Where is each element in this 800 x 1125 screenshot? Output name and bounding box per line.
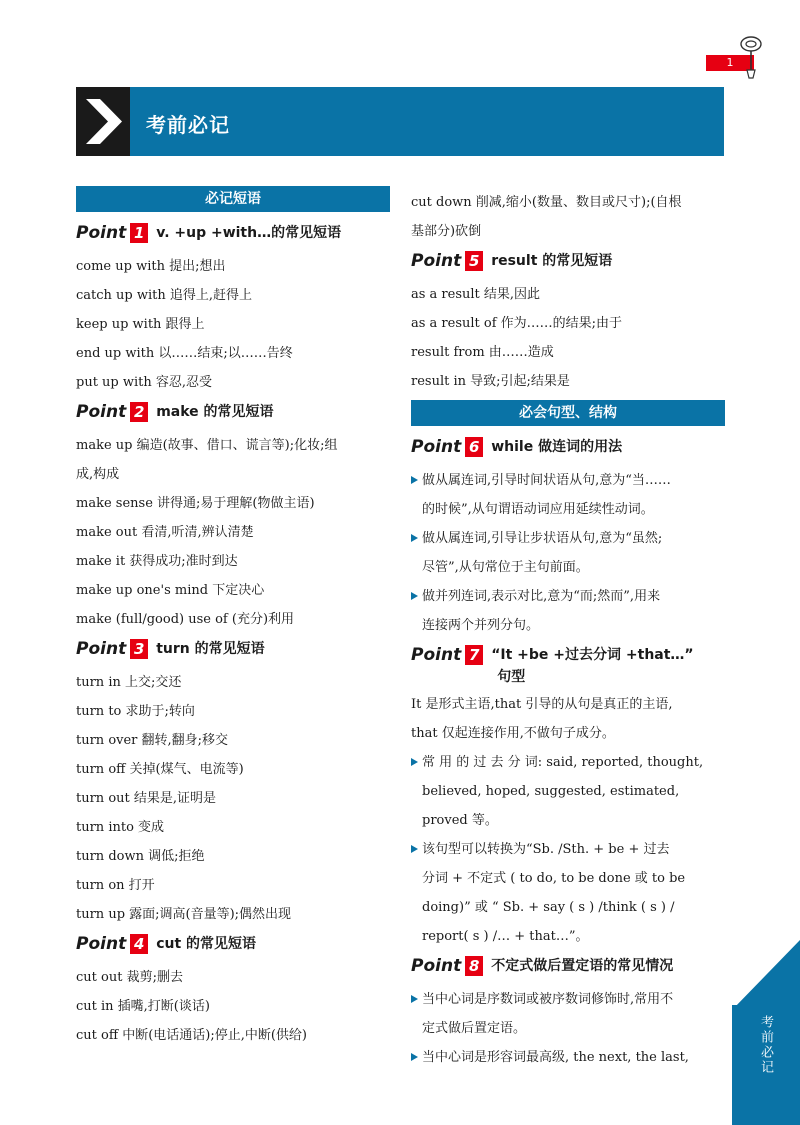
phrase-line: turn off 关掉(煤气、电流等) <box>76 762 244 777</box>
bullet-line: 定式做后置定语。 <box>422 1021 527 1036</box>
phrase-line: turn in 上交;交还 <box>76 675 182 690</box>
bullet-line: doing)” 或 “ Sb. + say ( s ) /think ( s ) / <box>422 900 675 915</box>
phrase-line: turn down 调低;拒绝 <box>76 849 205 864</box>
phrase-line: cut off 中断(电话通话);停止,中断(供给) <box>76 1028 308 1043</box>
bullet-line: 做并列连词,表示对比,意为“而;然而”,用来 <box>422 589 661 604</box>
point-number: 1 <box>130 223 148 243</box>
phrase-line: make up 编造(故事、借口、谎言等);化妆;组 <box>76 438 338 453</box>
phrase-line: make out 看清,听清,辨认清楚 <box>76 525 254 540</box>
point-label: Point <box>411 956 462 976</box>
phrase-line: turn out 结果是,证明是 <box>76 791 217 806</box>
phrase-line: turn on 打开 <box>76 878 155 893</box>
point-number: 2 <box>130 402 148 422</box>
point-number: 5 <box>465 251 483 271</box>
bullet-line: 做从属连词,引导让步状语从句,意为“虽然; <box>422 531 663 546</box>
point-title: cut 的常见短语 <box>156 936 257 952</box>
point-label: Point <box>411 437 462 457</box>
phrase-line: make sense 讲得通;易于理解(物做主语) <box>76 496 315 511</box>
point-1-heading <box>76 222 390 244</box>
point-6-heading <box>411 436 725 458</box>
point-number: 8 <box>465 956 483 976</box>
chapter-banner <box>76 87 724 156</box>
point-title-line: 句型 <box>497 669 526 685</box>
point-8-heading <box>411 955 725 977</box>
phrase-line: cut in 插嘴,打断(谈话) <box>76 999 210 1014</box>
phrase-line: turn into 变成 <box>76 820 165 835</box>
bullet-line: 当中心词是形容词最高级, the next, the last, <box>422 1050 689 1065</box>
point-2-heading <box>76 401 390 423</box>
phrase-line: end up with 以……结束;以……告终 <box>76 346 293 361</box>
point-number: 6 <box>465 437 483 457</box>
bullet-line: 当中心词是序数词或被序数词修饰时,常用不 <box>422 992 674 1007</box>
chevron-icon <box>76 87 130 156</box>
point-title: result 的常见短语 <box>491 253 613 269</box>
bullet-item <box>411 466 725 524</box>
bullet-line: report( s ) /… + that…”。 <box>422 929 589 944</box>
point-3-heading <box>76 638 390 660</box>
point-title: make 的常见短语 <box>156 404 274 420</box>
phrase-line: result in 导致;引起;结果是 <box>411 374 570 389</box>
point-7-heading <box>411 644 725 688</box>
point-label: Point <box>76 402 127 422</box>
point-5-heading <box>411 250 725 272</box>
bullet-item <box>411 748 725 835</box>
phrase-line: make up one's mind 下定决心 <box>76 583 265 598</box>
point-number: 3 <box>130 639 148 659</box>
phrase-line: put up with 容忍,忍受 <box>76 375 213 390</box>
bullet-line: 尽管”,从句常位于主句前面。 <box>422 560 589 575</box>
phrase-line: turn to 求助于;转向 <box>76 704 195 719</box>
paragraph-line: It 是形式主语,that 引导的从句是真正的主语, <box>411 697 673 712</box>
side-tab-label: 考前必记 <box>758 1015 773 1075</box>
phrase-line: catch up with 追得上,赶得上 <box>76 288 253 303</box>
bullet-item <box>411 1043 725 1072</box>
chapter-title: 考前必记 <box>146 113 230 137</box>
point-4-heading <box>76 933 390 955</box>
phrase-line: make (full/good) use of (充分)利用 <box>76 612 295 627</box>
bullet-line: 常 用 的 过 去 分 词: said, reported, thought, <box>422 755 704 770</box>
pushpin-icon <box>738 32 764 82</box>
point-title-line: “It +be +过去分词 +that…” <box>491 647 694 663</box>
left-column <box>76 186 390 1050</box>
phrase-line: come up with 提出;想出 <box>76 259 226 274</box>
point-label: Point <box>76 639 127 659</box>
point-label: Point <box>411 251 462 271</box>
bullet-line: believed, hoped, suggested, estimated, proved 等。 <box>422 784 680 828</box>
bullet-item <box>411 835 725 951</box>
point-number: 4 <box>130 934 148 954</box>
bullet-line: 连接两个并列分句。 <box>422 618 540 633</box>
point-title: v. +up +with…的常见短语 <box>156 225 342 241</box>
point-label: Point <box>411 645 462 665</box>
phrase-line: cut out 裁剪;删去 <box>76 970 183 985</box>
point-number: 7 <box>465 645 483 665</box>
point-title: while 做连词的用法 <box>491 439 623 455</box>
right-column <box>411 188 725 1072</box>
phrase-line: result from 由……造成 <box>411 345 554 360</box>
point-label: Point <box>76 223 127 243</box>
phrase-line: as a result of 作为……的结果;由于 <box>411 316 623 331</box>
bullet-line: 做从属连词,引导时间状语从句,意为“当…… <box>422 473 671 488</box>
section-header-sentences: 必会句型、结构 <box>411 400 725 426</box>
bullet-item <box>411 582 725 640</box>
phrase-line: turn up 露面;调高(音量等);偶然出现 <box>76 907 292 922</box>
phrase-line: turn over 翻转,翻身;移交 <box>76 733 229 748</box>
point-title: turn 的常见短语 <box>156 641 265 657</box>
section-header-phrases: 必记短语 <box>76 186 390 212</box>
page-number: 1 <box>706 55 754 71</box>
bullet-line: 该句型可以转换为“Sb. /Sth. + be + 过去 <box>422 842 670 857</box>
bullet-item <box>411 524 725 582</box>
bullet-line: 的时候”,从句谓语动词应用延续性动词。 <box>422 502 654 517</box>
paragraph-line: that 仅起连接作用,不做句子成分。 <box>411 726 615 741</box>
bullet-item <box>411 985 725 1043</box>
phrase-line: as a result 结果,因此 <box>411 287 541 302</box>
phrase-line: keep up with 跟得上 <box>76 317 205 332</box>
phrase-line: 成,构成 <box>76 467 120 482</box>
phrase-line: cut down 削减,缩小(数量、数目或尺寸);(自根 <box>411 195 682 210</box>
phrase-line: make it 获得成功;准时到达 <box>76 554 238 569</box>
point-title: 不定式做后置定语的常见情况 <box>491 958 674 974</box>
point-label: Point <box>76 934 127 954</box>
bullet-line: 分词 + 不定式 ( to do, to be done 或 to be <box>422 871 686 886</box>
phrase-line: 基部分)砍倒 <box>411 224 482 239</box>
point-title <box>491 644 693 688</box>
